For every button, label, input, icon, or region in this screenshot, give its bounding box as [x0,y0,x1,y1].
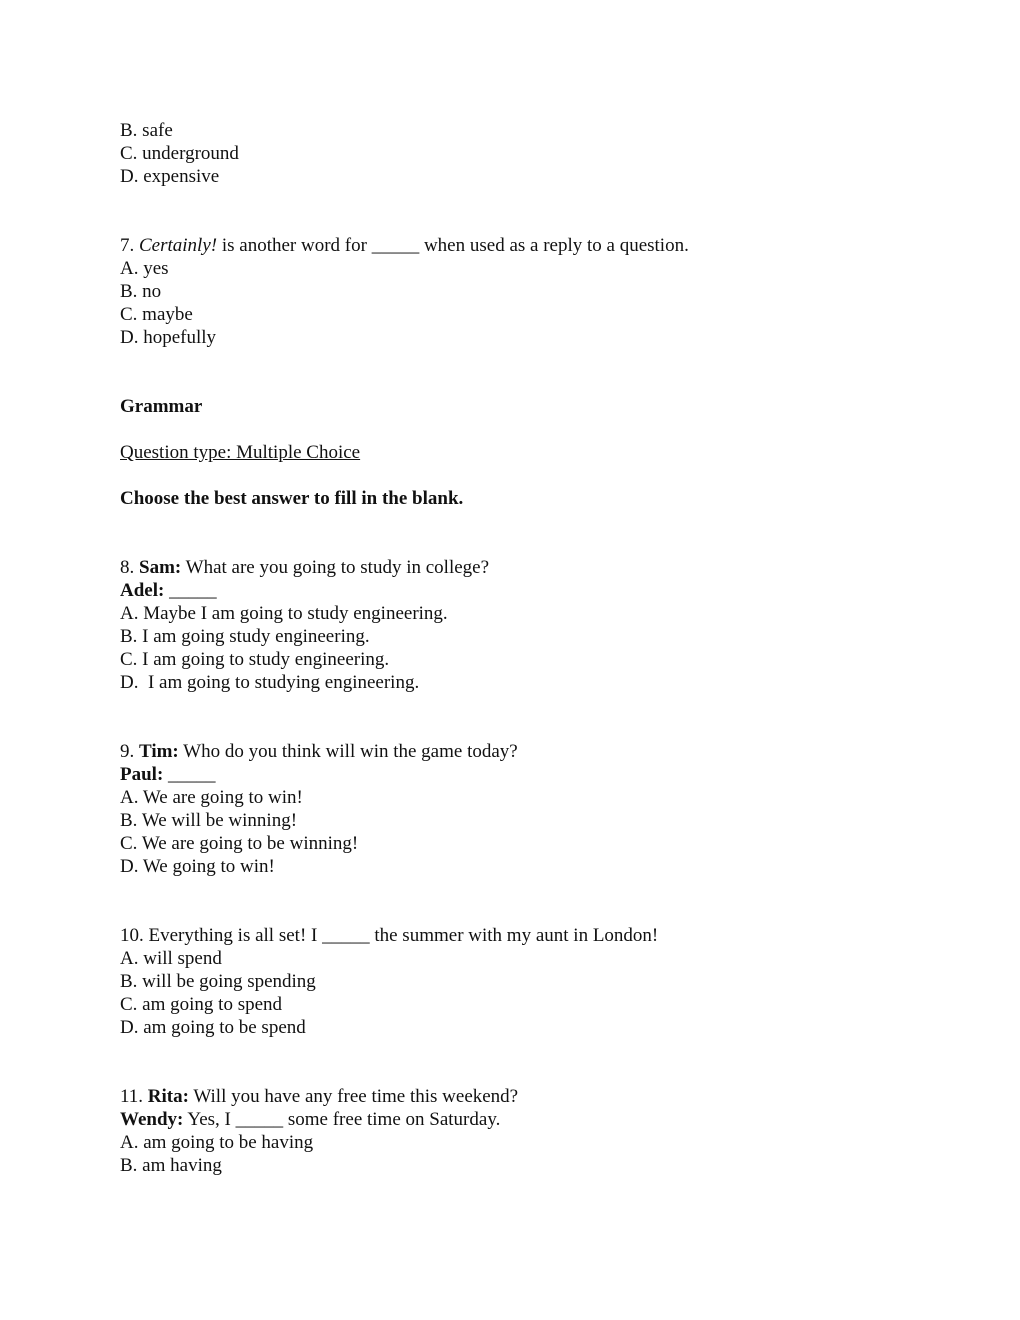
option-10a: A. will spend [120,948,222,969]
option-6b: B. safe [120,120,173,141]
question-8-number: 8. [120,557,139,578]
question-11-dialog-1: Will you have any free time this weekend? [188,1086,519,1107]
question-8-dialog-2: _____ [164,580,217,601]
question-8-speaker-2: Adel: [120,580,165,601]
question-9-speaker-1: Tim: [139,741,179,762]
option-8b: B. I am going study engineering. [120,626,370,647]
option-10d: D. am going to be spend [120,1017,306,1038]
worksheet-page [120,119,940,1177]
question-9 [120,740,940,878]
option-11a: A. am going to be having [120,1132,314,1153]
option-11b: B. am having [120,1155,222,1176]
question-11-speaker-2: Wendy: [120,1109,184,1130]
question-8-dialog-1: What are you going to study in college? [181,557,490,578]
question-11-line-1 [120,1085,940,1108]
question-7-rest: is another word for _____ when used as a reply to a question. [217,235,689,256]
question-11-speaker-1: Rita: [147,1086,189,1107]
question-type-label: Question type: Multiple Choice [120,442,361,463]
question-8-line-1 [120,556,940,579]
question-9-dialog-1: Who do you think will win the game today? [178,741,518,762]
question-10-stem: 10. Everything is all set! I _____ the summer with my aunt in London! [120,925,659,946]
question-6-options [120,119,940,188]
question-9-dialog-2: _____ [163,764,216,785]
question-8-speaker-1: Sam: [139,557,182,578]
option-9b: B. We will be winning! [120,810,298,831]
question-9-line-1 [120,740,940,763]
instruction-text: Choose the best answer to fill in the blank. [120,488,464,509]
option-9d: D. We going to win! [120,856,275,877]
question-8-line-2 [120,579,940,602]
option-7a: A. yes [120,258,169,279]
question-11 [120,1085,940,1177]
option-8d: D. I am going to studying engineering. [120,672,420,693]
option-10b: B. will be going spending [120,971,316,992]
option-6d: D. expensive [120,166,220,187]
question-8 [120,556,940,694]
question-11-number: 11. [120,1086,148,1107]
option-8c: C. I am going to study engineering. [120,649,390,670]
question-7-number: 7. [120,235,139,256]
option-10c: C. am going to spend [120,994,283,1015]
question-11-line-2 [120,1108,940,1131]
question-7-italic-word: Certainly! [139,235,218,256]
question-9-number: 9. [120,741,139,762]
option-9c: C. We are going to be winning! [120,833,359,854]
question-10 [120,924,940,1039]
option-8a: A. Maybe I am going to study engineering. [120,603,448,624]
question-9-line-2 [120,763,940,786]
question-9-speaker-2: Paul: [120,764,164,785]
question-11-dialog-2: Yes, I _____ some free time on Saturday. [183,1109,501,1130]
option-7b: B. no [120,281,162,302]
option-6c: C. underground [120,143,239,164]
question-7-stem [120,234,940,257]
question-7 [120,234,940,349]
section-title: Grammar [120,396,203,417]
option-7c: C. maybe [120,304,193,325]
option-7d: D. hopefully [120,327,217,348]
option-9a: A. We are going to win! [120,787,303,808]
